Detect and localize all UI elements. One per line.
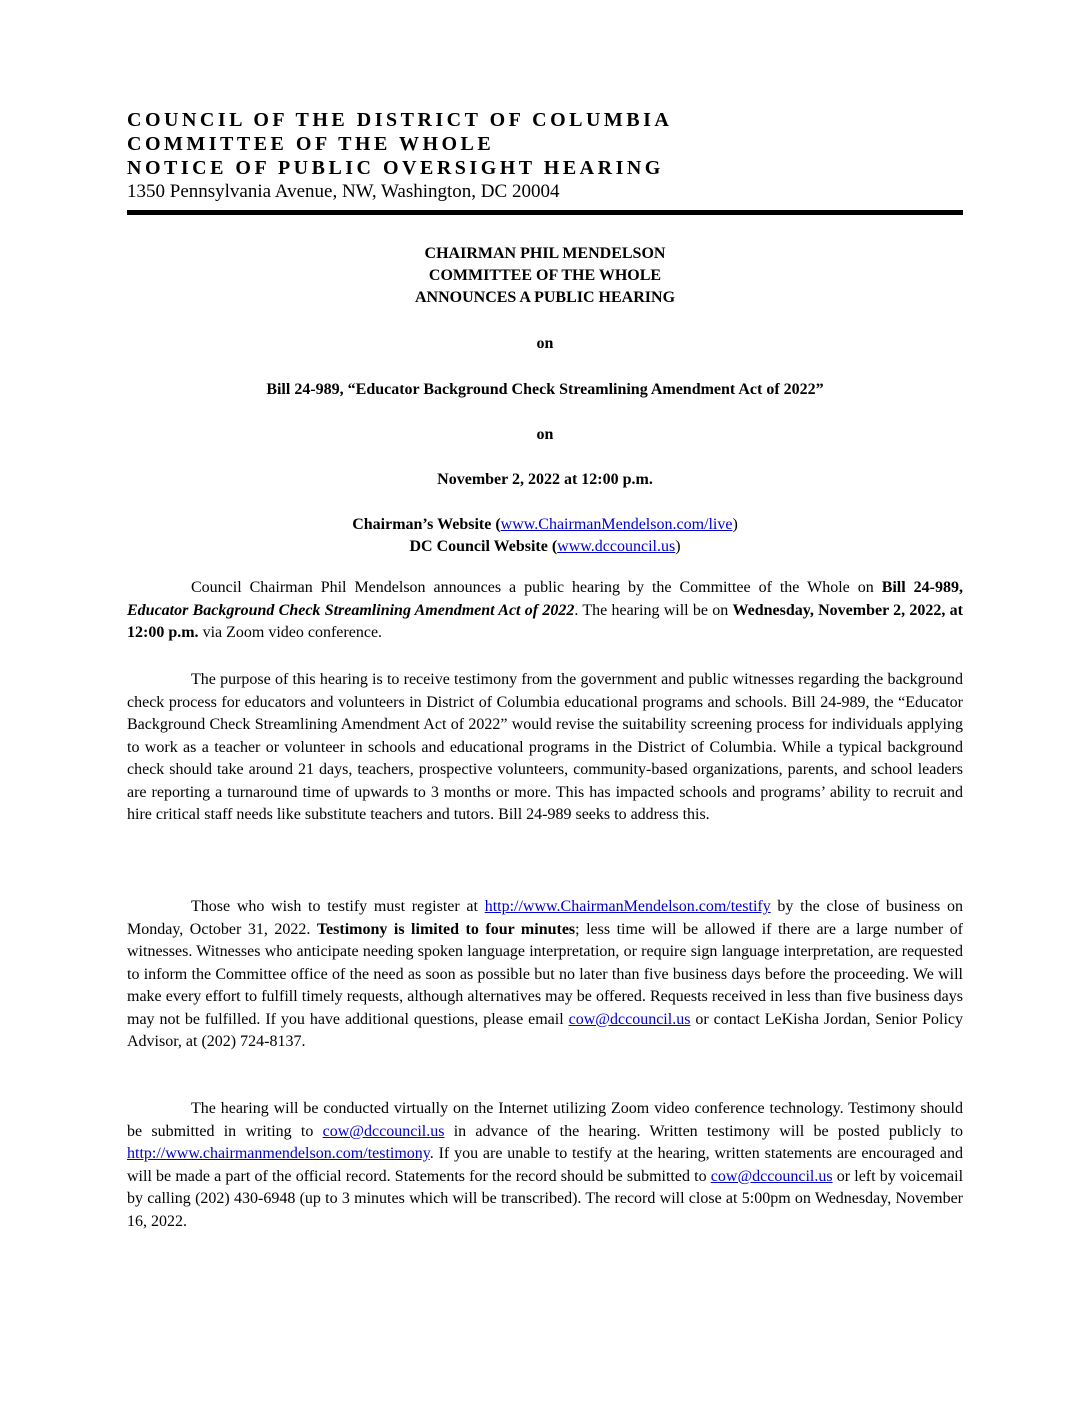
testimony-posting-link[interactable]: http://www.chairmanmendelson.com/testimony (127, 1145, 430, 1162)
testify-register-link[interactable]: http://www.ChairmanMendelson.com/testify (484, 898, 771, 915)
hearing-datetime: November 2, 2022 at 12:00 p.m. (437, 471, 653, 488)
chairman-website-line (127, 515, 963, 535)
announcement-chairman: CHAIRMAN PHIL MENDELSON (424, 245, 666, 262)
p1-bill-number: Bill 24-989, (881, 579, 963, 596)
council-website-link[interactable]: www.dccouncil.us (557, 538, 676, 555)
p1-bill-title: Educator Background Check Streamlining Amendment Act of 2022 (127, 601, 575, 619)
cow-email-link-3[interactable]: cow@dccouncil.us (710, 1167, 833, 1185)
chairman-website-link[interactable]: www.ChairmanMendelson.com/live (500, 516, 733, 533)
letterhead-committee: COMMITTEE OF THE WHOLE (127, 133, 495, 155)
letterhead-council: COUNCIL OF THE DISTRICT OF COLUMBIA (127, 109, 673, 131)
council-website-line (127, 537, 963, 557)
cow-email-link-2[interactable]: cow@dccouncil.us (322, 1122, 445, 1140)
p3-text-1: Those who wish to testify must register at (191, 898, 485, 915)
paragraph-registration (127, 896, 963, 1054)
p4-text-3: . If you are unable to testify at the hearing, written statements are encouraged and will be made a part of the official record. Statements for the record should be submitted to (127, 1145, 963, 1185)
bill-title: Bill 24-989, “Educator Background Check Streamlining Amendment Act of 2022” (266, 381, 824, 398)
p4-text-1: The hearing will be conducted virtually on the Internet utilizing Zoom video conference technology. Testimony should be submitted in writing to (127, 1100, 963, 1140)
paragraph-purpose: The purpose of this hearing is to receive testimony from the government and public witnesses regarding the background check process for educators and volunteers in District of Columbia educational programs and schools. Bill 24-989, the “Educator Background Check Streamlining Amendment Act of 2022” would revise the suitability screening process for individuals applying to work as a teacher or volunteer in schools and educational programs in the District of Columbia. While a typical background check should take around 21 days, teachers, prospective volunteers, community-based organizations, parents, and school leaders are reporting a turnaround time of upwards to 3 months or more. This has impacted schools and programs’ ability to recruit and hire critical staff needs like substitute teachers and tutors. Bill 24-989 seeks to address this. (127, 671, 963, 823)
p1-text-3: via Zoom video conference. (198, 624, 383, 641)
testimony-limit: Testimony is limited to four minutes (316, 920, 576, 938)
p1-text-2: . The hearing will be on (574, 601, 733, 619)
close-paren: ) (732, 516, 738, 533)
paragraph-announcement (127, 577, 963, 645)
chairman-website-label: Chairman’s Website ( (352, 516, 501, 533)
announcement-on-1: on (536, 335, 554, 352)
letterhead (127, 108, 963, 204)
p1-hearing-date: Wednesday, November 2, 2022, at 12:00 p.m. (127, 601, 964, 641)
p3-text-2: by the close of business on Monday, October 31, 2022. (127, 898, 963, 938)
p3-text-4: or contact LeKisha Jordan, Senior Policy Advisor, at (202) 724-8137. (127, 1010, 964, 1050)
p1-text-1: Council Chairman Phil Mendelson announces a public hearing by the Committee of the Whole on (191, 579, 882, 596)
close-paren: ) (675, 538, 681, 555)
p4-text-4: or left by voicemail by calling (202) 430-6948 (up to 3 minutes which will be transcribed). The record will close at 5:00pm on Wednesday, November 16, 2022. (127, 1167, 964, 1230)
announcement-heading: ANNOUNCES A PUBLIC HEARING (414, 289, 676, 306)
p3-text-3: ; less time will be allowed if there are a large number of witnesses. Witnesses who anticipate needing spoken language interpretation, or require sign language interpretation, are requested to inform the Committee office of the need as soon as possible but no later than five business days before the proceeding. We will make every effort to fulfill timely requests, although alternatives may be offered. Requests received in less than five business days may not be fulfilled. If you have additional questions, please email (127, 920, 963, 1028)
paragraph-virtual-hearing (127, 1098, 963, 1233)
announcement-committee: COMMITTEE OF THE WHOLE (428, 267, 662, 284)
announcement-on-2: on (536, 426, 554, 443)
letterhead-notice: NOTICE OF PUBLIC OVERSIGHT HEARING (127, 157, 664, 179)
p4-text-2: in advance of the hearing. Written testimony will be posted publicly to (444, 1122, 963, 1140)
letterhead-address: 1350 Pennsylvania Avenue, NW, Washington, DC 20004 (127, 181, 560, 202)
cow-email-link[interactable]: cow@dccouncil.us (568, 1010, 691, 1028)
council-website-label: DC Council Website ( (409, 538, 558, 555)
header-divider (127, 210, 963, 215)
